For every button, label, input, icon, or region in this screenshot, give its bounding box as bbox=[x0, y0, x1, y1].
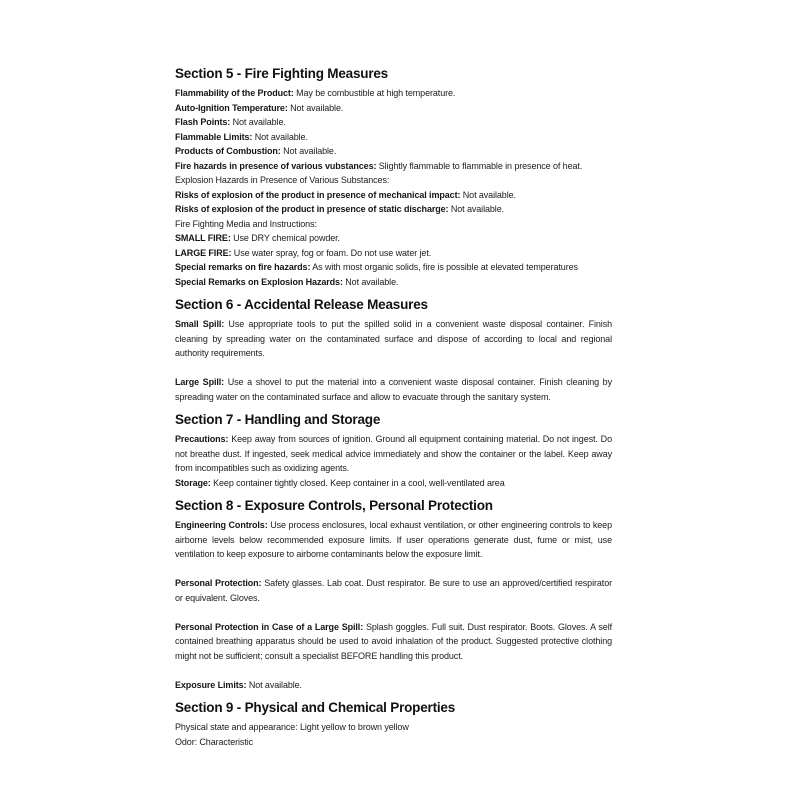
property-label: Engineering Controls: bbox=[175, 520, 268, 530]
property-label: Risks of explosion of the product in presence of static discharge: bbox=[175, 204, 449, 214]
property-value: Not available. bbox=[342, 276, 399, 287]
property-value: Use appropriate tools to put the spilled solid in a convenient waste disposal container. Finish cleaning by spreading water on the contaminated surface and dispose of according to local and regional authority requirements. bbox=[175, 319, 613, 358]
property-line bbox=[175, 115, 612, 130]
property-line bbox=[175, 678, 612, 693]
property-value: Physical state and appearance: Light yellow to brown yellow bbox=[175, 722, 409, 732]
property-value: Explosion Hazards in Presence of Various Substances: bbox=[175, 175, 390, 185]
property-line bbox=[175, 275, 612, 290]
property-value: Use DRY chemical powder. bbox=[230, 233, 340, 243]
property-value: Slightly flammable to flammable in presence of heat. bbox=[376, 160, 583, 171]
property-line bbox=[175, 202, 612, 217]
document-section bbox=[175, 498, 612, 692]
property-line bbox=[175, 101, 612, 116]
property-value: Splash goggles. Full suit. Dust respirator. Boots. Gloves. A self contained breathing apparatus should be used to avoid inhalation of the product. Suggested protective clothing might not be sufficient; consult a specialist BEFORE handling this product. bbox=[175, 621, 612, 661]
msds-document-page bbox=[175, 66, 612, 749]
property-line bbox=[175, 173, 612, 188]
property-label: Auto-Ignition Temperature: bbox=[175, 102, 288, 113]
property-label: Flammability of the Product: bbox=[175, 88, 294, 98]
property-value: Keep away from sources of ignition. Ground all equipment containing material. Do not ingest. Do not breathe dust. If ingested, seek medical advice immediately and show the container or the label. Keep away from incompatibles such as oxidizing agents. bbox=[175, 434, 612, 473]
paragraph bbox=[175, 518, 612, 562]
property-value: Not available. bbox=[460, 189, 516, 200]
property-value: May be combustible at high temperature. bbox=[293, 88, 456, 98]
property-line bbox=[175, 130, 612, 145]
document-section bbox=[175, 412, 612, 490]
property-value: Use water spray, fog or foam. Do not use water jet. bbox=[231, 247, 432, 258]
paragraph bbox=[175, 375, 612, 404]
property-line bbox=[175, 476, 612, 491]
property-label: Personal Protection in Case of a Large Spill: bbox=[175, 621, 364, 632]
paragraph bbox=[175, 432, 612, 476]
property-label: LARGE FIRE: bbox=[175, 247, 232, 258]
property-label: Personal Protection: bbox=[175, 578, 262, 588]
document-section bbox=[175, 66, 612, 289]
property-line bbox=[175, 159, 612, 174]
paragraph bbox=[175, 576, 612, 605]
section-heading: Section 9 - Physical and Chemical Properties bbox=[175, 700, 456, 715]
property-value: Use process enclosures, local exhaust ventilation, or other engineering controls to keep airborne levels below recommended exposure limits. If user operations generate dust, fume or mist, use ventilation to keep exposure to airborne contaminants below the exposure limit. bbox=[175, 520, 612, 559]
property-line bbox=[175, 188, 612, 203]
property-label: Risks of explosion of the product in presence of mechanical impact: bbox=[175, 189, 461, 200]
property-value: Not available. bbox=[287, 102, 344, 113]
property-line bbox=[175, 260, 612, 275]
property-value: Use a shovel to put the material into a convenient waste disposal container. Finish cleaning by spreading water on the contaminated surface and allow to evacuate through the sanitary system. bbox=[175, 377, 612, 402]
property-line bbox=[175, 246, 612, 261]
property-label: Large Spill: bbox=[175, 377, 225, 387]
property-line bbox=[175, 86, 612, 101]
section-heading: Section 7 - Handling and Storage bbox=[175, 412, 381, 427]
property-label: Products of Combustion: bbox=[175, 146, 281, 156]
paragraph bbox=[175, 317, 612, 361]
section-heading: Section 8 - Exposure Controls, Personal Protection bbox=[175, 498, 493, 513]
property-label: Flammable Limits: bbox=[175, 131, 253, 142]
property-value: Odor: Characteristic bbox=[175, 736, 254, 747]
property-value: Not available. bbox=[448, 204, 505, 214]
property-label: Small Spill: bbox=[175, 319, 225, 329]
property-label: Storage: bbox=[175, 477, 211, 488]
document-section bbox=[175, 700, 612, 749]
property-value: Safety glasses. Lab coat. Dust respirator. Be sure to use an approved/certified respirator or equivalent. Gloves. bbox=[175, 578, 612, 603]
property-value: Not available. bbox=[246, 679, 302, 690]
property-label: Flash Points: bbox=[175, 117, 231, 127]
paragraph bbox=[175, 620, 612, 664]
property-label: Exposure Limits: bbox=[175, 679, 247, 690]
property-value: Not available. bbox=[230, 117, 286, 127]
section-heading: Section 6 - Accidental Release Measures bbox=[175, 297, 428, 312]
property-label: Precautions: bbox=[175, 434, 229, 444]
property-line bbox=[175, 735, 612, 750]
property-label: SMALL FIRE: bbox=[175, 233, 231, 243]
property-value: As with most organic solids, fire is possible at elevated temperatures bbox=[310, 262, 578, 272]
property-line bbox=[175, 144, 612, 159]
property-label: Special Remarks on Explosion Hazards: bbox=[175, 276, 343, 287]
property-label: Special remarks on fire hazards: bbox=[175, 262, 311, 272]
property-line bbox=[175, 231, 612, 246]
property-value: Fire Fighting Media and Instructions: bbox=[175, 218, 317, 229]
property-value: Keep container tightly closed. Keep container in a cool, well-ventilated area bbox=[210, 477, 505, 488]
property-line bbox=[175, 720, 612, 735]
property-label: Fire hazards in presence of various vubstances: bbox=[175, 160, 377, 171]
section-heading: Section 5 - Fire Fighting Measures bbox=[175, 66, 388, 81]
property-value: Not available. bbox=[280, 146, 337, 156]
property-value: Not available. bbox=[252, 131, 308, 142]
property-line bbox=[175, 217, 612, 232]
document-section bbox=[175, 297, 612, 404]
